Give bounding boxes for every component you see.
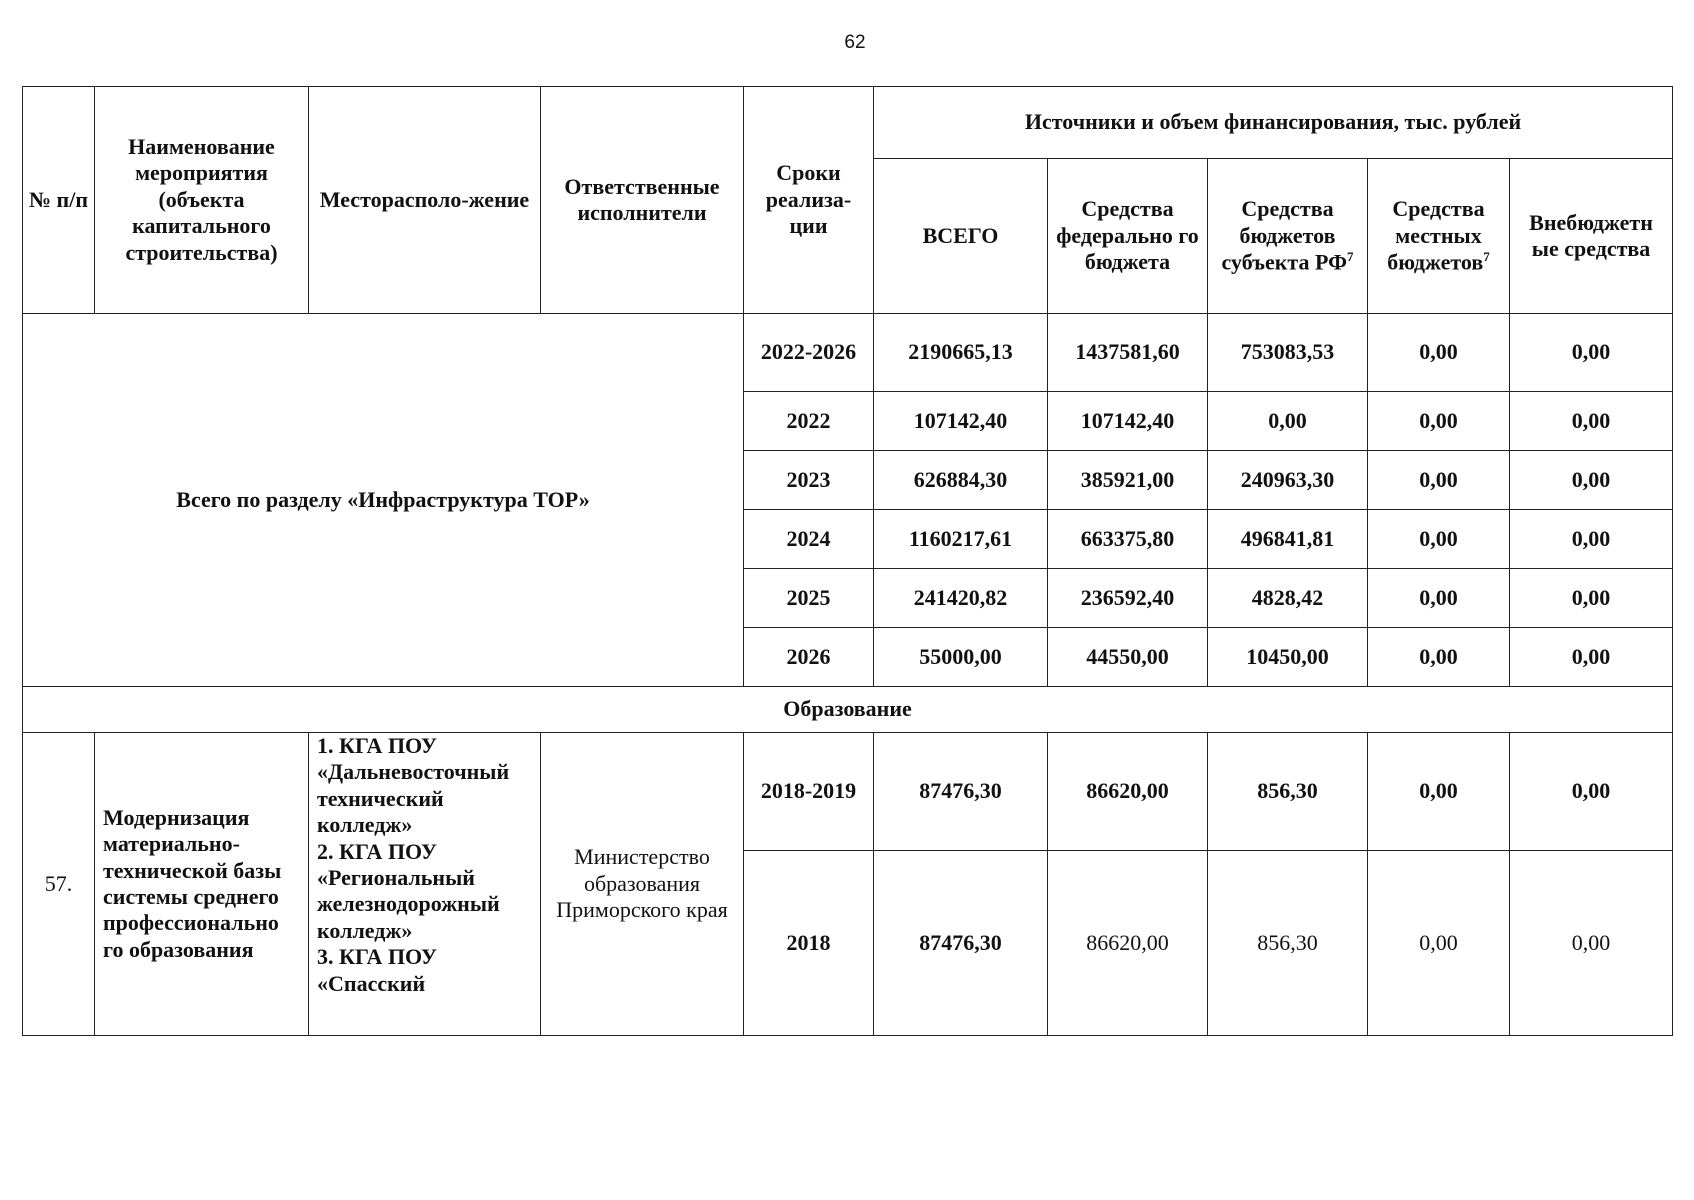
cell-subject: 856,30 — [1208, 851, 1368, 1036]
item-name: Модернизация материально-технической базы системы среднего профессионально го образования — [95, 733, 309, 1036]
page-number: 62 — [844, 32, 866, 53]
cell-extra: 0,00 — [1510, 510, 1673, 569]
cell-local: 0,00 — [1368, 451, 1510, 510]
header-num: № п/п — [23, 87, 95, 314]
cell-period: 2022 — [744, 392, 874, 451]
cell-total: 241420,82 — [874, 569, 1048, 628]
cell-total: 87476,30 — [874, 733, 1048, 851]
cell-federal: 107142,40 — [1048, 392, 1208, 451]
item-location — [309, 733, 541, 1036]
header-responsible: Ответственные исполнители — [541, 87, 744, 314]
header-federal: Средства федерально го бюджета — [1048, 159, 1208, 314]
cell-total: 1160217,61 — [874, 510, 1048, 569]
cell-extra: 0,00 — [1510, 628, 1673, 687]
cell-period: 2018 — [744, 851, 874, 1036]
cell-total: 2190665,13 — [874, 314, 1048, 392]
cell-federal: 44550,00 — [1048, 628, 1208, 687]
header-location: Месторасполо-жение — [309, 87, 541, 314]
header-name: Наименование мероприятия (объекта капитального строительства) — [95, 87, 309, 314]
cell-period: 2023 — [744, 451, 874, 510]
cell-local: 0,00 — [1368, 569, 1510, 628]
table-row — [23, 314, 1673, 392]
cell-extra: 0,00 — [1510, 314, 1673, 392]
cell-federal: 86620,00 — [1048, 733, 1208, 851]
cell-local: 0,00 — [1368, 628, 1510, 687]
cell-period: 2025 — [744, 569, 874, 628]
location-line: 1. КГА ПОУ «Дальневосточный технический колледж» — [317, 733, 510, 838]
cell-local: 0,00 — [1368, 510, 1510, 569]
cell-period: 2026 — [744, 628, 874, 687]
cell-federal: 385921,00 — [1048, 451, 1208, 510]
table-row — [23, 733, 1673, 851]
cell-extra: 0,00 — [1510, 451, 1673, 510]
cell-federal: 663375,80 — [1048, 510, 1208, 569]
cell-subject: 10450,00 — [1208, 628, 1368, 687]
cell-extra: 0,00 — [1510, 733, 1673, 851]
cell-period: 2024 — [744, 510, 874, 569]
item-number: 57. — [23, 733, 95, 1036]
header-total: ВСЕГО — [874, 159, 1048, 314]
financing-table — [22, 86, 1673, 1036]
cell-period: 2018-2019 — [744, 733, 874, 851]
cell-total: 107142,40 — [874, 392, 1048, 451]
cell-federal: 1437581,60 — [1048, 314, 1208, 392]
location-line: 2. КГА ПОУ «Региональный железнодорожный колледж» — [317, 838, 500, 943]
header-sources-title: Источники и объем финансирования, тыс. рублей — [874, 87, 1673, 159]
header-subject: Средства бюджетов субъекта $РФ^7$ — [1208, 159, 1368, 314]
cell-subject: 496841,81 — [1208, 510, 1368, 569]
cell-subject: 753083,53 — [1208, 314, 1368, 392]
cell-local: 0,00 — [1368, 851, 1510, 1036]
cell-local: 0,00 — [1368, 733, 1510, 851]
cell-total: 55000,00 — [874, 628, 1048, 687]
header-extra: Внебюджетн ые средства — [1510, 159, 1673, 314]
cell-extra: 0,00 — [1510, 392, 1673, 451]
cell-local: 0,00 — [1368, 392, 1510, 451]
cell-total: 87476,30 — [874, 851, 1048, 1036]
cell-total: 626884,30 — [874, 451, 1048, 510]
cell-subject: 4828,42 — [1208, 569, 1368, 628]
cell-local: 0,00 — [1368, 314, 1510, 392]
cell-federal: 236592,40 — [1048, 569, 1208, 628]
section-title: Образование — [23, 687, 1673, 733]
total-section-label: Всего по разделу «Инфраструктура ТОР» — [23, 314, 744, 687]
cell-period: 2022-2026 — [744, 314, 874, 392]
cell-federal: 86620,00 — [1048, 851, 1208, 1036]
header-local: Средства местных бюджетов$^7$ — [1368, 159, 1510, 314]
location-line: 3. КГА ПОУ «Спасский — [317, 944, 438, 996]
cell-subject: 240963,30 — [1208, 451, 1368, 510]
cell-subject: 0,00 — [1208, 392, 1368, 451]
cell-subject: 856,30 — [1208, 733, 1368, 851]
cell-extra: 0,00 — [1510, 569, 1673, 628]
cell-extra: 0,00 — [1510, 851, 1673, 1036]
item-responsible: Министерство образования Приморского края — [541, 733, 744, 1036]
section-row — [23, 687, 1673, 733]
header-terms: Сроки реализа-ции — [744, 87, 874, 314]
header-row-top — [23, 87, 1673, 159]
